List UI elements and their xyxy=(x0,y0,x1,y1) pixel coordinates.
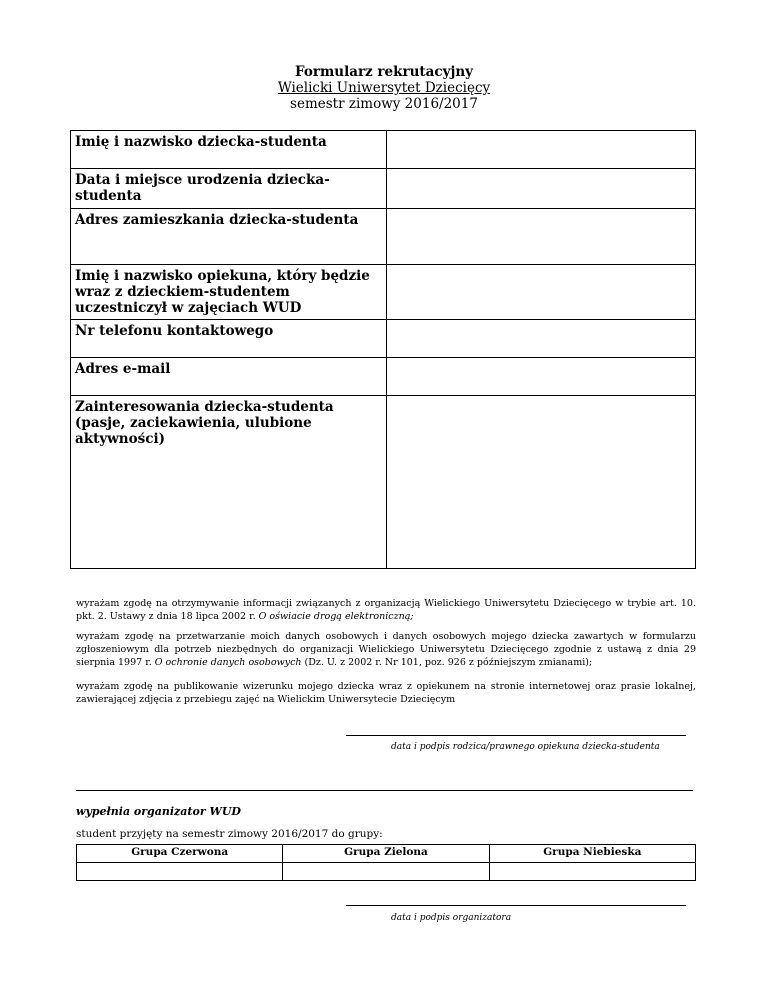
section-divider xyxy=(76,790,693,791)
university-name: Wielicki Uniwersytet Dziecięcy xyxy=(277,80,491,96)
consent-personal-data: wyrażam zgodę na przetwarzanie moich danych osobowych i danych osobowych mojego dziecka zawartych w formularzu zgłoszeniowym dla potrzeb niezbędnych do organizacji Wielickiego Uniwersytetu Dziecięcego zgodnie z ustawą z dnia 29 sierpnia 1997 r. O ochronie danych osobowych (Dz. U. z 2002 r. Nr 101, poz. 926 z późniejszym zmianami); xyxy=(76,631,696,668)
form-row-guardian xyxy=(71,265,696,320)
group-green-label: Grupa Zielona xyxy=(283,845,489,863)
group-green-cell[interactable] xyxy=(283,863,489,881)
semester-label: semestr zimowy 2016/2017 xyxy=(290,96,478,112)
groups-header-row xyxy=(77,845,696,863)
parent-signature-caption: data i podpis rodzica/prawnego opiekuna dziecka-studenta xyxy=(391,742,660,752)
organizer-signature-line xyxy=(346,905,686,906)
group-red-cell[interactable] xyxy=(77,863,283,881)
student-accepted-line: student przyjęty na semestr zimowy 2016/2017 do grupy: xyxy=(76,828,383,840)
form-label: Adres zamieszkania dziecka-studenta xyxy=(71,209,387,265)
form-row-address xyxy=(71,209,696,265)
form-label: Nr telefonu kontaktowego xyxy=(71,320,387,358)
form-title: Formularz rekrutacyjny xyxy=(295,64,473,80)
form-value-field[interactable] xyxy=(387,358,696,396)
groups-entry-row xyxy=(77,863,696,881)
parent-signature-line xyxy=(346,735,686,736)
form-label: Data i miejsce urodzenia dziecka-studenta xyxy=(71,169,387,209)
group-blue-label: Grupa Niebieska xyxy=(489,845,695,863)
group-blue-cell[interactable] xyxy=(489,863,695,881)
form-row-phone xyxy=(71,320,696,358)
recruitment-form-table xyxy=(70,130,696,569)
form-value-field[interactable] xyxy=(387,209,696,265)
form-row-interests xyxy=(71,396,696,569)
form-row-birth xyxy=(71,169,696,209)
form-label: Imię i nazwisko opiekuna, który będzie wraz z dzieckiem-studentem uczestniczył w zajęciach WUD xyxy=(71,265,387,320)
form-value-field[interactable] xyxy=(387,169,696,209)
form-row-email xyxy=(71,358,696,396)
form-value-field[interactable] xyxy=(387,396,696,569)
groups-table xyxy=(76,844,696,881)
form-header xyxy=(0,64,768,112)
form-value-field[interactable] xyxy=(387,131,696,169)
form-value-field[interactable] xyxy=(387,265,696,320)
group-red-label: Grupa Czerwona xyxy=(77,845,283,863)
form-value-field[interactable] xyxy=(387,320,696,358)
organizer-signature-caption: data i podpis organizatora xyxy=(391,913,512,923)
consent-information: wyrażam zgodę na otrzymywanie informacji związanych z organizacją Wielickiego Uniwersytetu Dziecięcego w trybie art. 10. pkt. 2. Ustawy z dnia 18 lipca 2002 r. O oświacie drogą elektroniczną; xyxy=(76,598,696,622)
form-row-child-name xyxy=(71,131,696,169)
form-label: Zainteresowania dziecka-studenta (pasje, zaciekawienia, ulubione aktywności) xyxy=(71,396,387,569)
form-label: Adres e-mail xyxy=(71,358,387,396)
form-label: Imię i nazwisko dziecka-studenta xyxy=(71,131,387,169)
organizer-section-label: wypełnia organizator WUD xyxy=(76,805,241,818)
consent-image-publication: wyrażam zgodę na publikowanie wizerunku mojego dziecka wraz z opiekunem na stronie internetowej oraz prasie lokalnej, zawierającej zdjęcia z przebiegu zajęć na Wielickim Uniwersytecie Dziecięcym xyxy=(76,681,696,705)
